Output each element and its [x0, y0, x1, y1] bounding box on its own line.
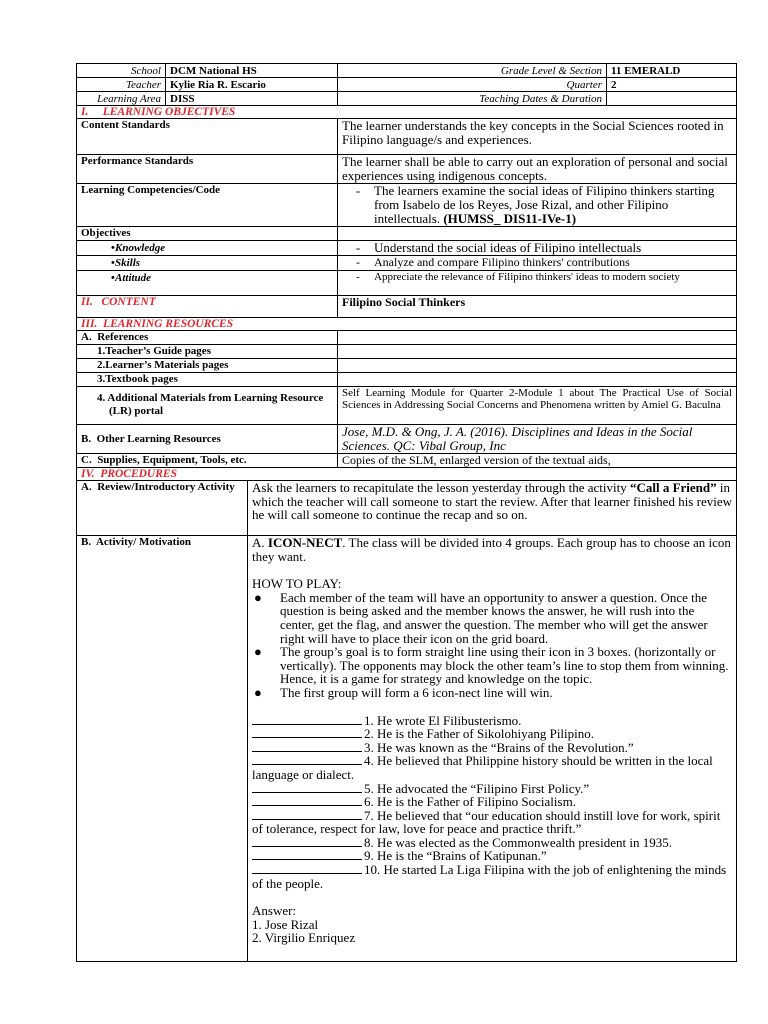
objectives-label: Objectives — [77, 227, 338, 241]
area-value: DISS — [166, 92, 338, 106]
quarter-value: 2 — [607, 78, 737, 92]
answer-item: 2. Virgilio Enriquez — [252, 930, 356, 946]
lesson-plan-page — [76, 63, 736, 962]
references-label: A. References — [77, 331, 338, 345]
rule-item: ● Each member of the team will have an opportunity to answer a question. Once the question is being asked and the member knows the answer, he will rush into the center, get the flag, and answer the question. The member who will get the answer right will have to place their icon on the grid board. — [254, 589, 708, 646]
rule-item: ● The first group will form a 6 icon-nect line will win. — [254, 684, 553, 700]
content-standards-label: Content Standards — [77, 119, 338, 155]
question-item: 1. He wrote El Filibusterismo. — [252, 714, 732, 728]
supplies-value: Copies of the SLM, enlarged version of the textual aids, — [338, 454, 737, 468]
skills-cell: - Analyze and compare Filipino thinkers' contributions — [338, 256, 737, 271]
question-item: 8. He was elected as the Commonwealth president in 1935. — [252, 836, 732, 850]
area-label: Learning Area — [77, 92, 166, 106]
knowledge-cell: - Understand the social ideas of Filipino intellectuals — [338, 241, 737, 256]
textbook-label: 3.Textbook pages — [77, 373, 338, 387]
section-content: II. CONTENT — [77, 296, 338, 318]
content-value: Filipino Social Thinkers — [338, 296, 737, 318]
attitude-label: • Attitude — [77, 271, 338, 296]
question-item: 10. He started La Liga Filipina with the job of enlightening the minds of the people. — [252, 862, 727, 891]
content-standards-value: The learner understands the key concepts in the Social Sciences rooted in Filipino language/s and experiences. — [338, 119, 737, 155]
teacher-value: Kylie Ria R. Escario — [166, 78, 338, 92]
competencies-label: Learning Competencies/Code — [77, 184, 338, 227]
teacher-label: Teacher — [77, 78, 166, 92]
activity-cell — [248, 536, 737, 962]
skills-label: • Skills — [77, 256, 338, 271]
competencies-text: The learners examine the social ideas of Filipino thinkers starting from Isabelo de los Reyes, Jose Rizal, and other Filipino intellectuals. (HUMSS_ DIS11-IVe-1) — [374, 183, 715, 226]
review-text: Ask the learners to recapitulate the lesson yesterday through the activity “Call a Friend” in which the teacher will call someone to start the review. After that learner finished his review he will call someone to continue the recap and so on. — [248, 481, 737, 536]
answer-item: 1. Jose Rizal — [252, 916, 319, 932]
objectives-table — [76, 105, 737, 468]
additional-materials-value: Self Learning Module for Quarter 2-Module 1 about The Practical Use of Social Sciences in Addressing Social Concerns and Phenomena written by Amiel G. Baculna — [338, 387, 737, 425]
performance-standards-value: The learner shall be able to carry out an exploration of personal and social experiences using indigenous concepts. — [338, 155, 737, 184]
attitude-cell: - Appreciate the relevance of Filipino thinkers' ideas to modern society — [338, 271, 737, 296]
answer-blank — [252, 809, 362, 820]
school-label: School — [77, 64, 166, 78]
procedures-table — [76, 467, 737, 962]
school-value: DCM National HS — [166, 64, 338, 78]
teachers-guide-label: 1.Teacher’s Guide pages — [77, 345, 338, 359]
question-item: 2. He is the Father of Sikolohiyang Pilipino. — [252, 727, 732, 741]
review-label: A. Review/Introductory Activity — [77, 481, 248, 536]
learners-materials-label: 2.Learner’s Materials pages — [77, 359, 338, 373]
answer-blank — [252, 863, 362, 874]
grade-value: 11 EMERALD — [607, 64, 737, 78]
answer-blank — [252, 714, 362, 725]
answer-blank — [252, 754, 362, 765]
other-resources-value: Jose, M.D. & Ong, J. A. (2016). Disciplines and Ideas in the Social Sciences. QC: Vibal Group, Inc — [338, 425, 737, 454]
answer-heading: Answer: — [252, 903, 297, 919]
dates-label: Teaching Dates & Duration — [338, 92, 607, 106]
attitude-value: Appreciate the relevance of Filipino thinkers' ideas to modern society — [374, 271, 680, 283]
answer-blank — [252, 727, 362, 738]
header-table — [76, 63, 737, 106]
knowledge-label: • Knowledge — [77, 241, 338, 256]
question-item: 5. He advocated the “Filipino First Policy.” — [252, 782, 732, 796]
dates-value — [607, 92, 737, 106]
answer-blank — [252, 836, 362, 847]
section-learning-objectives: I. LEARNING OBJECTIVES — [77, 106, 737, 119]
how-to-play-heading: HOW TO PLAY: — [252, 576, 342, 592]
question-item: 3. He was known as the “Brains of the Revolution.” — [252, 741, 732, 755]
additional-materials-label: 4. Additional Materials from Learning Resource (LR) portal — [77, 387, 338, 425]
answer-blank — [252, 741, 362, 752]
competencies-cell: - The learners examine the social ideas of Filipino thinkers starting from Isabelo de los Reyes, Jose Rizal, and other Filipino intellectuals. (HUMSS_ DIS11-IVe-1) — [338, 184, 737, 227]
question-item: 7. He believed that “our education should instill love for work, spirit of tolerance, respect for law, love for peace and practice thrift.” — [252, 807, 721, 837]
question-item: 6. He is the Father of Filipino Socialism. — [252, 795, 732, 809]
answer-blank — [252, 795, 362, 806]
other-resources-label: B. Other Learning Resources — [77, 425, 338, 454]
skills-value: Analyze and compare Filipino thinkers' contributions — [374, 255, 630, 269]
answer-blank — [252, 782, 362, 793]
answer-blank — [252, 849, 362, 860]
section-learning-resources: III. LEARNING RESOURCES — [77, 318, 737, 331]
performance-standards-label: Performance Standards — [77, 155, 338, 184]
activity-label: B. Activity/ Motivation — [77, 536, 248, 962]
section-procedures: IV. PROCEDURES — [77, 468, 737, 481]
activity-intro: A. ICON-NECT. The class will be divided into 4 groups. Each group has to choose an icon they want. — [252, 535, 731, 564]
question-item: 9. He is the “Brains of Katipunan.” — [252, 849, 732, 863]
quarter-label: Quarter — [338, 78, 607, 92]
grade-label: Grade Level & Section — [338, 64, 607, 78]
supplies-label: C. Supplies, Equipment, Tools, etc. — [77, 454, 338, 468]
question-item: 4. He believed that Philippine history should be written in the local language or dialect. — [252, 753, 713, 782]
rule-item: ● The group’s goal is to form straight line using their icon in 3 boxes. (horizontally or vertically). The opponents may block the other team’s line to stop them from winning. Hence, it is a game for strategy and knowledge on the topic. — [254, 644, 729, 687]
knowledge-value: Understand the social ideas of Filipino intellectuals — [374, 240, 642, 255]
